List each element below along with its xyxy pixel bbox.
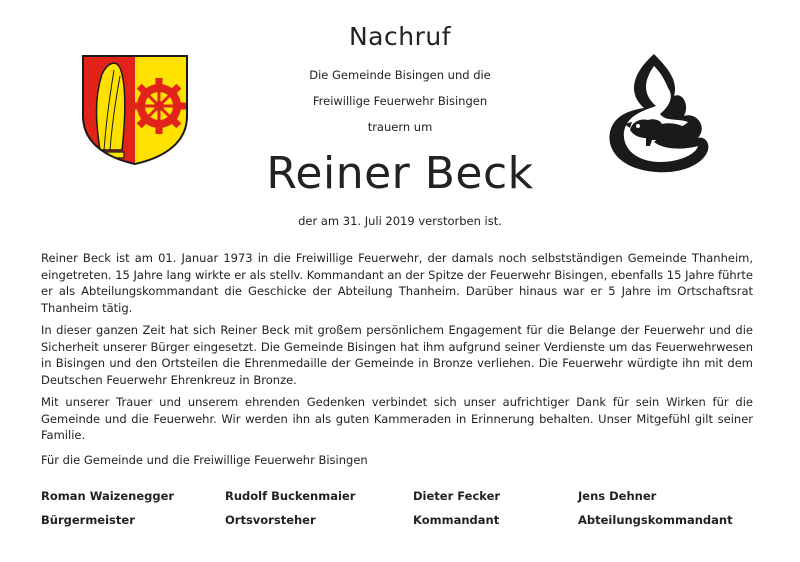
signatory-role: Ortsvorsteher — [225, 513, 316, 527]
signatory-name: Jens Dehner — [578, 489, 657, 503]
intro-line: Freiwillige Feuerwehr Bisingen — [312, 94, 488, 108]
closing-line: Für die Gemeinde und die Freiwillige Feuerwehr Bisingen — [41, 452, 368, 467]
paragraph: Mit unserer Trauer und unserem ehrenden Gedenken verbindet sich unser aufrichtiger Dank für sein Wirken für die Gemeinde und die Feuerwehr. Wir werden ihn als guten Kammeraden in Erinnerung behalten. Unser Mitgefühl gilt seiner Familie. — [41, 395, 753, 442]
signatory-role: Kommandant — [413, 513, 500, 527]
signatory-name: Rudolf Buckenmaier — [225, 489, 356, 503]
paragraph: Reiner Beck ist am 01. Januar 1973 in die Freiwillige Feuerwehr, der damals noch selbstständigen Gemeinde Thanheim, eingetreten. 15 Jahre lang wirkte er als stellv. Kommandant an der Spitze der Feuerwehr Bisingen, ebenfalls 15 Jahre führte er als Abteilungskommandant die Geschicke der Abteilung Thanheim. Darüber hinaus war er 5 Jahre im Ortschaftsrat Thanheim tätig. — [41, 251, 753, 315]
paragraph: In dieser ganzen Zeit hat sich Reiner Beck mit großem persönlichem Engagement für die Belange der Feuerwehr und die Sicherheit unserer Bürger eingesetzt. Die Gemeinde Bisingen hat ihm aufgrund seiner Verdienste um das Feuerwehrwesen in Bisingen und den Ortsteilen die Ehrenmedaille der Gemeinde in Bronze verliehen. Die Feuerwehr würdigte ihn mit dem Deutschen Feuerwehr Ehrenkreuz in Bronze. — [41, 323, 753, 387]
deceased-name: Reiner Beck — [266, 148, 534, 199]
date-of-death: der am 31. Juli 2019 verstorben ist. — [298, 214, 502, 228]
page-title: Nachruf — [348, 22, 452, 51]
intro-line: Die Gemeinde Bisingen und die — [309, 68, 491, 82]
intro-line: trauern um — [367, 120, 433, 134]
signatory-role: Abteilungskommandant — [578, 513, 733, 527]
intro-text — [200, 62, 600, 140]
signatory-role: Bürgermeister — [41, 513, 135, 527]
obituary-body — [41, 250, 753, 474]
signatory-name: Roman Waizenegger — [41, 489, 175, 503]
signatory-name: Dieter Fecker — [413, 489, 501, 503]
